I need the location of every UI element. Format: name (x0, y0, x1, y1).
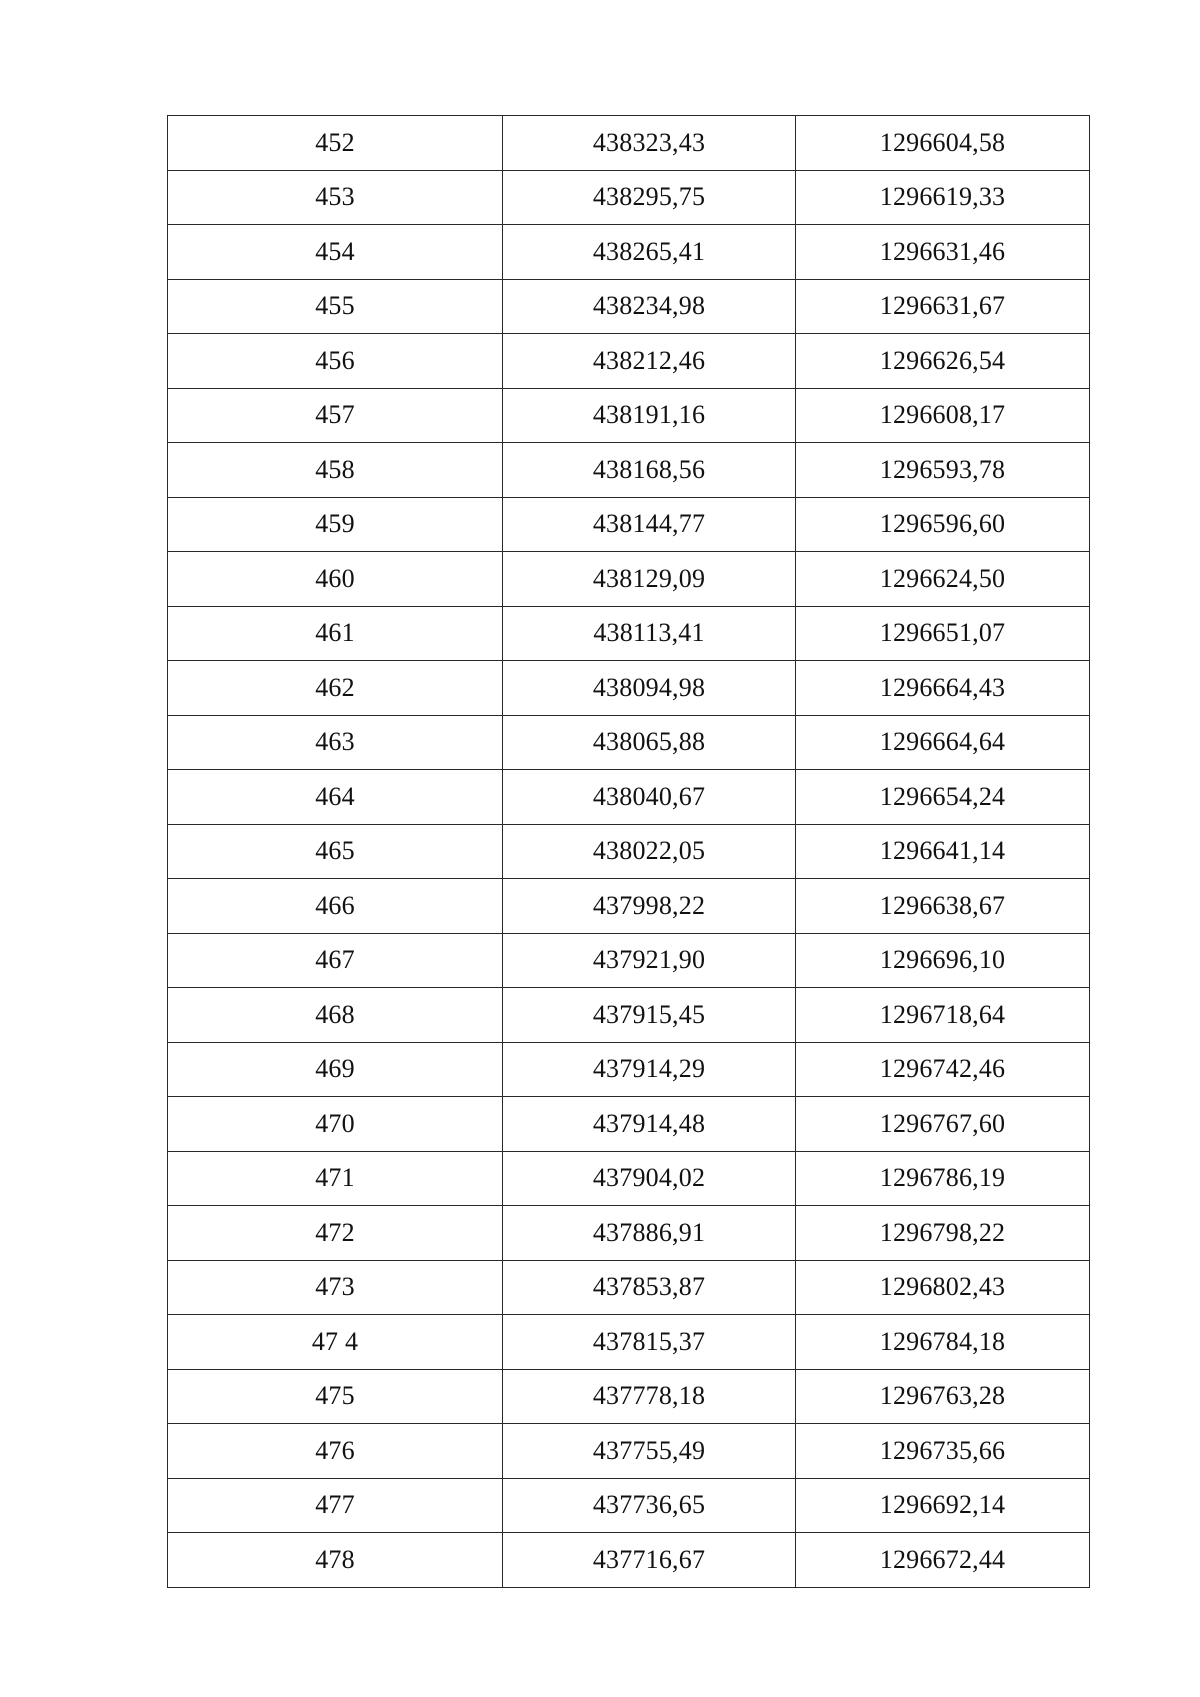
point-number-cell: 469 (168, 1042, 503, 1097)
point-number-cell: 461 (168, 606, 503, 661)
point-number-cell: 463 (168, 715, 503, 770)
table-row (168, 1315, 1090, 1370)
table-row (168, 715, 1090, 770)
y-coordinate-cell: 1296641,14 (796, 824, 1090, 879)
x-coordinate-cell: 437716,67 (503, 1533, 796, 1588)
table-row (168, 933, 1090, 988)
y-coordinate-cell: 1296767,60 (796, 1097, 1090, 1152)
coordinates-table-body (168, 116, 1090, 1588)
y-coordinate-cell: 1296593,78 (796, 443, 1090, 498)
point-number-cell: 476 (168, 1424, 503, 1479)
x-coordinate-cell: 437921,90 (503, 933, 796, 988)
y-coordinate-cell: 1296696,10 (796, 933, 1090, 988)
point-number-cell: 472 (168, 1206, 503, 1261)
point-number-cell: 471 (168, 1151, 503, 1206)
x-coordinate-cell: 438144,77 (503, 497, 796, 552)
table-row (168, 661, 1090, 716)
coordinates-table (167, 115, 1090, 1588)
point-number-cell: 465 (168, 824, 503, 879)
x-coordinate-cell: 438191,16 (503, 388, 796, 443)
x-coordinate-cell: 437998,22 (503, 879, 796, 934)
table-row (168, 824, 1090, 879)
y-coordinate-cell: 1296631,67 (796, 279, 1090, 334)
point-number-cell: 453 (168, 170, 503, 225)
point-number-cell: 460 (168, 552, 503, 607)
table-row (168, 1369, 1090, 1424)
x-coordinate-cell: 437904,02 (503, 1151, 796, 1206)
x-coordinate-cell: 437886,91 (503, 1206, 796, 1261)
x-coordinate-cell: 438113,41 (503, 606, 796, 661)
point-number-cell: 456 (168, 334, 503, 389)
y-coordinate-cell: 1296798,22 (796, 1206, 1090, 1261)
y-coordinate-cell: 1296638,67 (796, 879, 1090, 934)
x-coordinate-cell: 438265,41 (503, 225, 796, 280)
y-coordinate-cell: 1296664,43 (796, 661, 1090, 716)
x-coordinate-cell: 437778,18 (503, 1369, 796, 1424)
table-row (168, 1042, 1090, 1097)
y-coordinate-cell: 1296604,58 (796, 116, 1090, 171)
y-coordinate-cell: 1296763,28 (796, 1369, 1090, 1424)
table-row (168, 334, 1090, 389)
point-number-cell: 455 (168, 279, 503, 334)
x-coordinate-cell: 437815,37 (503, 1315, 796, 1370)
table-row (168, 497, 1090, 552)
y-coordinate-cell: 1296692,14 (796, 1478, 1090, 1533)
table-row (168, 1424, 1090, 1479)
point-number-cell: 467 (168, 933, 503, 988)
point-number-cell: 457 (168, 388, 503, 443)
point-number-cell: 466 (168, 879, 503, 934)
table-row (168, 1478, 1090, 1533)
y-coordinate-cell: 1296654,24 (796, 770, 1090, 825)
y-coordinate-cell: 1296784,18 (796, 1315, 1090, 1370)
point-number-cell: 475 (168, 1369, 503, 1424)
y-coordinate-cell: 1296626,54 (796, 334, 1090, 389)
table-row (168, 770, 1090, 825)
x-coordinate-cell: 437755,49 (503, 1424, 796, 1479)
point-number-cell: 470 (168, 1097, 503, 1152)
y-coordinate-cell: 1296664,64 (796, 715, 1090, 770)
y-coordinate-cell: 1296802,43 (796, 1260, 1090, 1315)
table-row (168, 388, 1090, 443)
y-coordinate-cell: 1296624,50 (796, 552, 1090, 607)
x-coordinate-cell: 438065,88 (503, 715, 796, 770)
x-coordinate-cell: 438234,98 (503, 279, 796, 334)
y-coordinate-cell: 1296786,19 (796, 1151, 1090, 1206)
x-coordinate-cell: 438129,09 (503, 552, 796, 607)
table-row (168, 1097, 1090, 1152)
table-row (168, 552, 1090, 607)
table-row (168, 606, 1090, 661)
point-number-cell: 47 4 (168, 1315, 503, 1370)
y-coordinate-cell: 1296742,46 (796, 1042, 1090, 1097)
x-coordinate-cell: 438168,56 (503, 443, 796, 498)
table-row (168, 116, 1090, 171)
y-coordinate-cell: 1296735,66 (796, 1424, 1090, 1479)
table-row (168, 1206, 1090, 1261)
y-coordinate-cell: 1296651,07 (796, 606, 1090, 661)
table-row (168, 279, 1090, 334)
point-number-cell: 462 (168, 661, 503, 716)
point-number-cell: 477 (168, 1478, 503, 1533)
x-coordinate-cell: 437915,45 (503, 988, 796, 1043)
point-number-cell: 468 (168, 988, 503, 1043)
x-coordinate-cell: 438094,98 (503, 661, 796, 716)
table-row (168, 443, 1090, 498)
table-row (168, 988, 1090, 1043)
y-coordinate-cell: 1296672,44 (796, 1533, 1090, 1588)
table-row (168, 1151, 1090, 1206)
point-number-cell: 464 (168, 770, 503, 825)
x-coordinate-cell: 437853,87 (503, 1260, 796, 1315)
point-number-cell: 458 (168, 443, 503, 498)
table-row (168, 170, 1090, 225)
y-coordinate-cell: 1296608,17 (796, 388, 1090, 443)
x-coordinate-cell: 438323,43 (503, 116, 796, 171)
y-coordinate-cell: 1296718,64 (796, 988, 1090, 1043)
point-number-cell: 473 (168, 1260, 503, 1315)
point-number-cell: 478 (168, 1533, 503, 1588)
x-coordinate-cell: 437736,65 (503, 1478, 796, 1533)
x-coordinate-cell: 438295,75 (503, 170, 796, 225)
table-row (168, 225, 1090, 280)
y-coordinate-cell: 1296596,60 (796, 497, 1090, 552)
x-coordinate-cell: 438040,67 (503, 770, 796, 825)
y-coordinate-cell: 1296619,33 (796, 170, 1090, 225)
y-coordinate-cell: 1296631,46 (796, 225, 1090, 280)
point-number-cell: 452 (168, 116, 503, 171)
table-row (168, 1260, 1090, 1315)
x-coordinate-cell: 437914,48 (503, 1097, 796, 1152)
x-coordinate-cell: 437914,29 (503, 1042, 796, 1097)
point-number-cell: 454 (168, 225, 503, 280)
table-row (168, 879, 1090, 934)
x-coordinate-cell: 438022,05 (503, 824, 796, 879)
x-coordinate-cell: 438212,46 (503, 334, 796, 389)
table-row (168, 1533, 1090, 1588)
point-number-cell: 459 (168, 497, 503, 552)
